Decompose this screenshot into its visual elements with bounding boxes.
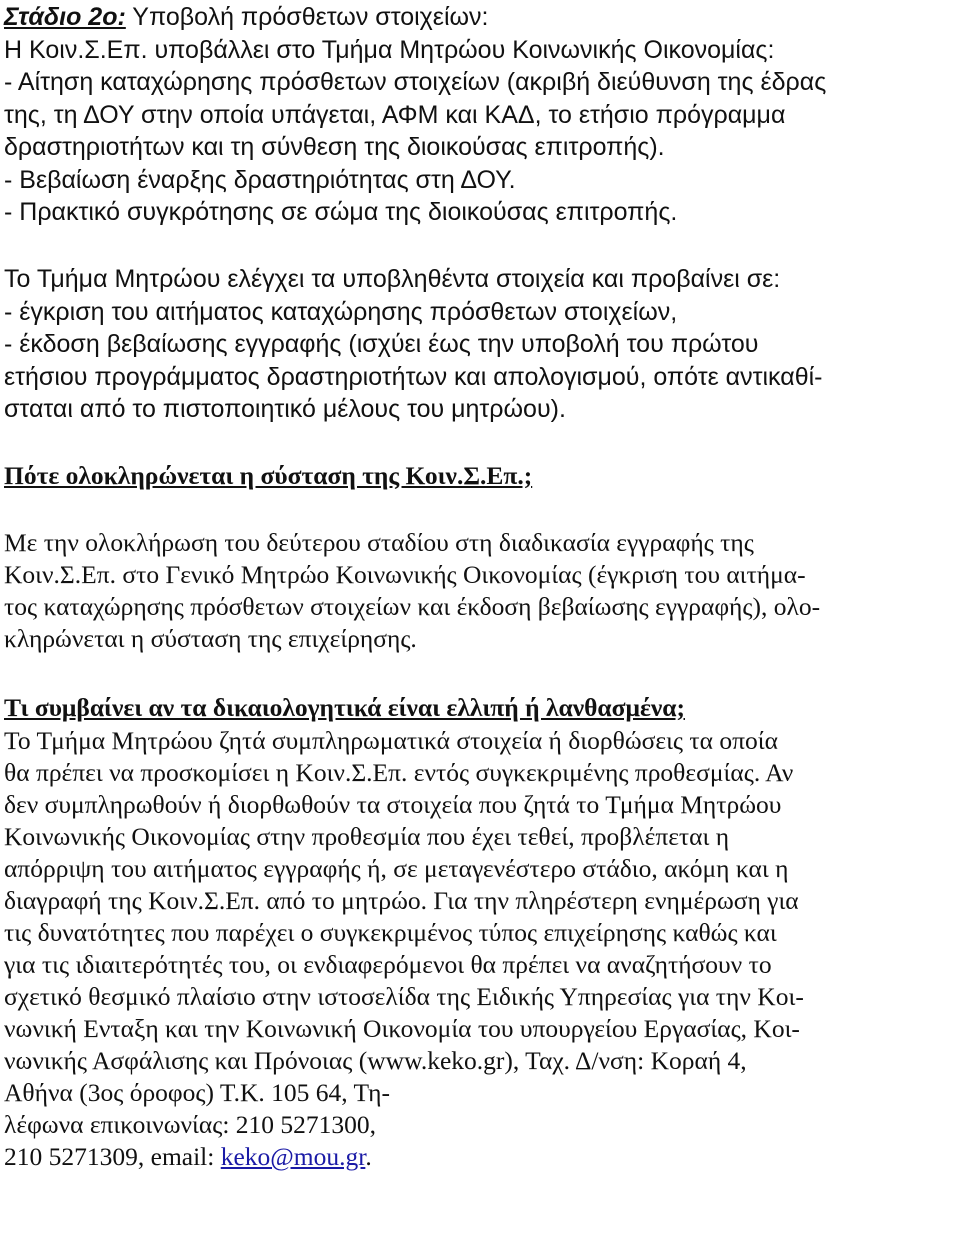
stage2-heading: Στάδιο 2ο: — [4, 3, 126, 31]
contact-suffix: . — [365, 1142, 372, 1171]
completion-heading: Πότε ολοκληρώνεται η σύσταση της Κοιν.Σ.Επ.; — [4, 461, 533, 490]
incomplete-line: διαγραφή της Κοιν.Σ.Επ. από το μητρώο. Για την πληρέστερη ενημέρωση για — [4, 886, 799, 915]
incomplete-heading: Τι συμβαίνει αν τα δικαιολογητικά είναι ελλιπή ή λανθασμένα; — [4, 693, 685, 722]
completion-line: τος καταχώρησης πρόσθετων στοιχείων και έκδοση βεβαίωσης εγγραφής), ολο- — [4, 592, 821, 621]
incomplete-line: Κοινωνικής Οικονομίας στην προθεσμία που έχει τεθεί, προβλέπεται η — [4, 822, 730, 851]
incomplete-line: σχετικό θεσμικό πλαίσιο στην ιστοσελίδα της Ειδικής Υπηρεσίας για την Κοι- — [4, 982, 804, 1011]
stage2-line: - Πρακτικό συγκρότησης σε σώμα της διοικούσας επιτροπής. — [4, 198, 678, 226]
incomplete-line: τις δυνατότητες που παρέχει ο συγκεκριμένος τύπος επιχείρησης καθώς και — [4, 918, 777, 947]
completion-line: Με την ολοκλήρωση του δεύτερου σταδίου στη διαδικασία εγγραφής της — [4, 528, 754, 557]
registry-line: Το Τμήμα Μητρώου ελέγχει τα υποβληθέντα στοιχεία και προβαίνει σε: — [4, 265, 781, 293]
incomplete-line: λέφωνα επικοινωνίας: 210 5271300, — [4, 1110, 377, 1139]
incomplete-line: νωνικής Ασφάλισης και Πρόνοιας (www.keko.gr), Ταχ. Δ/νση: Κοραή 4, — [4, 1046, 747, 1075]
incomplete-line: δεν συμπληρωθούν ή διορθωθούν τα στοιχεία που ζητά το Τμήμα Μητρώου — [4, 790, 782, 819]
stage2-line: της, τη ΔΟΥ στην οποία υπάγεται, ΑΦΜ και ΚΑΔ, το ετήσιο πρόγραμμα — [4, 101, 786, 129]
incomplete-line: για τις ιδιαιτερότητές του, οι ενδιαφερόμενοι θα πρέπει να αναζητήσουν το — [4, 950, 772, 979]
incomplete-line: θα πρέπει να προσκομίσει η Κοιν.Σ.Επ. εντός συγκεκριμένης προθεσμίας. Αν — [4, 758, 794, 787]
stage2-line: Η Κοιν.Σ.Επ. υποβάλλει στο Τμήμα Μητρώου Κοινωνικής Οικονομίας: — [4, 36, 775, 64]
stage2-line: - Βεβαίωση έναρξης δραστηριότητας στη ΔΟΥ. — [4, 166, 516, 194]
incomplete-line: Αθήνα (3ος όροφος) Τ.Κ. 105 64, Τη- — [4, 1078, 390, 1107]
completion-line: κληρώνεται η σύσταση της επιχείρησης. — [4, 624, 417, 653]
incomplete-line: νωνική Ενταξη και την Κοινωνική Οικονομία του υπουργείου Εργασίας, Κοι- — [4, 1014, 800, 1043]
registry-line: - έκδοση βεβαίωσης εγγραφής (ισχύει έως την υποβολή του πρώτου — [4, 330, 759, 358]
contact-prefix: 210 5271309, email: — [4, 1142, 221, 1171]
incomplete-line: απόρριψη του αιτήματος εγγραφής ή, σε μεταγενέστερο στάδιο, ακόμη και η — [4, 854, 789, 883]
incomplete-line: Το Τμήμα Μητρώου ζητά συμπληρωματικά στοιχεία ή διορθώσεις τα οποία — [4, 726, 778, 755]
registry-line: ετήσιου προγράμματος δραστηριοτήτων και απολογισμού, οπότε αντικαθί- — [4, 363, 823, 391]
contact-line — [4, 1142, 960, 1172]
stage2-line: - Αίτηση καταχώρησης πρόσθετων στοιχείων (ακριβή διεύθυνση της έδρας — [4, 68, 827, 96]
registry-line: - έγκριση του αιτήματος καταχώρησης πρόσθετων στοιχείων, — [4, 298, 678, 326]
completion-line: Κοιν.Σ.Επ. στο Γενικό Μητρώο Κοινωνικής Οικονομίας (έγκριση του αιτήμα- — [4, 560, 806, 589]
stage2-heading-rest: Υποβολή πρόσθετων στοιχείων: — [125, 3, 489, 31]
stage2-heading-line — [4, 2, 960, 32]
stage2-line: δραστηριοτήτων και τη σύνθεση της διοικούσας επιτροπής). — [4, 133, 665, 161]
email-link[interactable]: keko@mou.gr — [220, 1142, 366, 1171]
registry-line: σταται από το πιστοποιητικό μέλους του μητρώου). — [4, 395, 566, 423]
